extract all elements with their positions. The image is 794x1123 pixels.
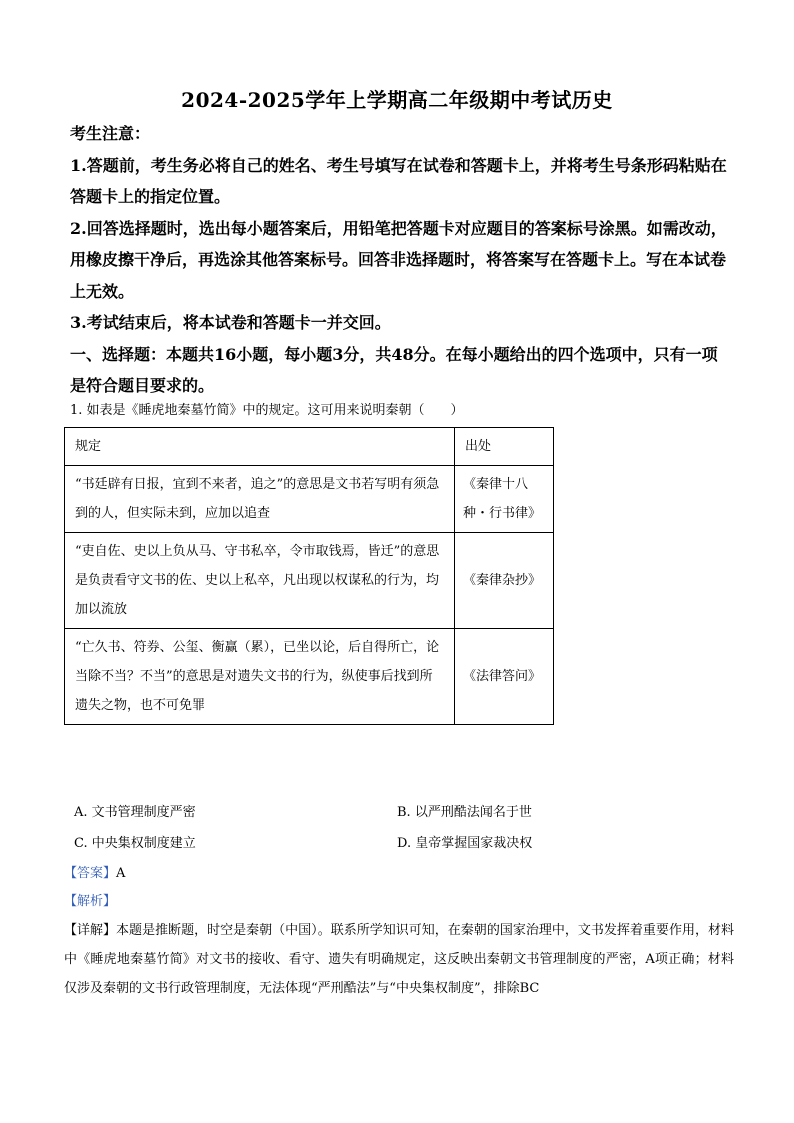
table-cell-source: 《秦律十八种・行书律》 [455,466,554,533]
options-row-1 [74,797,734,828]
table-row [65,629,554,725]
note-item-1: 1.答题前，考生务必将自己的姓名、考生号填写在试卷和答题卡上，并将考生号条形码粘贴在答题卡上的指定位置。 [70,155,727,206]
option-b: B. 以严刑酷法闻名于世 [397,805,532,820]
notes-heading: 考生注意： [70,124,151,143]
options-row-2 [74,828,734,859]
exam-notes [70,118,730,402]
answer-value: A [116,866,126,881]
detail-tag: 【详解】 [64,923,117,938]
note-item-3: 3.考试结束后，将本试卷和答题卡一并交回。 [70,313,391,332]
table-row [65,533,554,629]
table-cell-rule: “书廷辟有日报，宜到不来者，追之”的意思是文书若写明有须急到的人，但实际未到，应加以追查 [65,466,455,533]
section-heading: 一、选择题：本题共16小题，每小题3分，共48分。在每小题给出的四个选项中，只有一项是符合题目要求的。 [70,344,718,395]
answer-tag: 【答案】 [64,866,117,881]
rules-table [64,427,554,725]
table-cell-source: 《秦律杂抄》 [455,533,554,629]
table-row [65,466,554,533]
table-header-source: 出处 [455,428,554,466]
answer-section [64,860,734,1003]
answer-line [64,860,734,888]
note-item-2: 2.回答选择题时，选出每小题答案后，用铅笔把答题卡对应题目的答案标号涂黑。如需改动，用橡皮擦干净后，再选涂其他答案标号。回答非选择题时，将答案写在答题卡上。写在本试卷上无效。 [70,218,727,301]
option-a: A. 文书管理制度严密 [74,805,196,820]
exam-title: 2024-2025学年上学期高二年级期中考试历史 [181,88,613,112]
option-d: D. 皇帝掌握国家裁决权 [397,836,533,851]
analysis-tag: 【解析】 [64,894,117,909]
question-1-stem: 1. 如表是《睡虎地秦墓竹简》中的规定。这可用来说明秦朝（ ） [70,403,464,418]
option-c: C. 中央集权制度建立 [74,836,196,851]
table-cell-source: 《法律答问》 [455,629,554,725]
detail-paragraph [64,916,734,1003]
table-header-rule: 规定 [65,428,455,466]
table-cell-rule: “吏自佐、史以上负从马、守书私卒，令市取钱焉，皆迁”的意思是负责看守文书的佐、史以上私卒，凡出现以权谋私的行为，均加以流放 [65,533,455,629]
detail-text: 本题是推断题，时空是秦朝（中国）。联系所学知识可知，在秦朝的国家治理中，文书发挥着重要作用，材料中《睡虎地秦墓竹简》对文书的接收、看守、遗失有明确规定，这反映出秦朝文书管理制度的严密，A项正确；材料仅涉及秦朝的文书行政管理制度，无法体现“严刑酷法”与“中央集权制度”，排除BC [64,923,734,996]
table-header-row [65,428,554,466]
answer-options [74,797,734,859]
table-cell-rule: “亡久书、符券、公玺、衡赢（累），已坐以论，后自得所亡，论当除不当？不当”的意思是对遗失文书的行为，纵使事后找到所遗失之物，也不可免罪 [65,629,455,725]
